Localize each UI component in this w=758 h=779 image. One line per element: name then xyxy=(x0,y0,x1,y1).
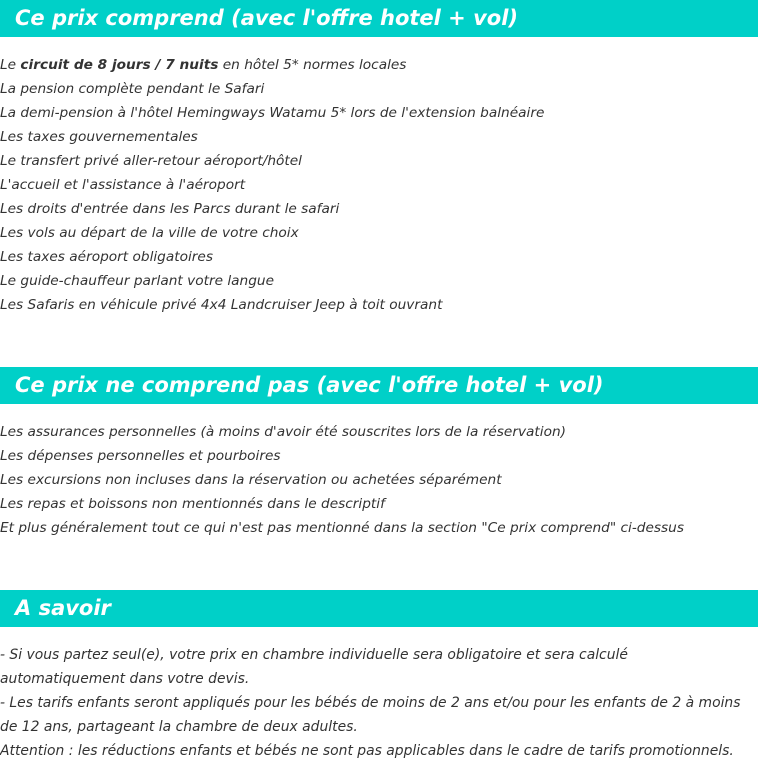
list-item: Les taxes gouvernementales xyxy=(0,129,198,145)
included-section-title: Ce prix comprend (avec l'offre hotel + vol) xyxy=(0,0,758,37)
list-item: Le transfert privé aller-retour aéroport/hôtel xyxy=(0,153,302,169)
list-item: La pension complète pendant le Safari xyxy=(0,81,265,97)
list-item: Les excursions non incluses dans la réservation ou achetées séparément xyxy=(0,472,502,488)
excluded-list xyxy=(0,420,758,540)
list-item: Les dépenses personnelles et pourboires xyxy=(0,448,281,464)
list-item: La demi-pension à l'hôtel Hemingways Watamu 5* lors de l'extension balnéaire xyxy=(0,105,545,121)
paragraph: - Si vous partez seul(e), votre prix en chambre individuelle sera obligatoire et sera calculé automatiquement dans votre devis. xyxy=(0,647,628,687)
list-item: Les vols au départ de la ville de votre choix xyxy=(0,225,299,241)
list-item: L'accueil et l'assistance à l'aéroport xyxy=(0,177,246,193)
to-know-section-title: A savoir xyxy=(0,590,758,627)
list-item: Et plus généralement tout ce qui n'est pas mentionné dans la section "Ce prix comprend" ci-dessus xyxy=(0,520,684,536)
excluded-section-title: Ce prix ne comprend pas (avec l'offre hotel + vol) xyxy=(0,367,758,404)
list-item: Le guide-chauffeur parlant votre langue xyxy=(0,273,275,289)
list-item: Les assurances personnelles (à moins d'avoir été souscrites lors de la réservation) xyxy=(0,424,566,440)
list-item: Les droits d'entrée dans les Parcs durant le safari xyxy=(0,201,340,217)
first-item-suffix: en hôtel 5* normes locales xyxy=(218,57,407,73)
circuit-duration: circuit de 8 jours / 7 nuits xyxy=(20,57,219,73)
list-item: Les Safaris en véhicule privé 4x4 Landcruiser Jeep à toit ouvrant xyxy=(0,297,443,313)
included-list xyxy=(0,53,758,317)
list-item xyxy=(0,53,758,77)
to-know-content xyxy=(0,643,754,763)
paragraph: - Les tarifs enfants seront appliqués pour les bébés de moins de 2 ans et/ou pour les enfants de 2 à moins de 12 ans, partageant la chambre de deux adultes. xyxy=(0,695,741,735)
list-item: Les taxes aéroport obligatoires xyxy=(0,249,213,265)
list-item: Les repas et boissons non mentionnés dans le descriptif xyxy=(0,496,385,512)
first-item-prefix: Le xyxy=(0,57,21,73)
paragraph: Attention : les réductions enfants et bébés ne sont pas applicables dans le cadre de tarifs promotionnels. xyxy=(0,743,734,759)
